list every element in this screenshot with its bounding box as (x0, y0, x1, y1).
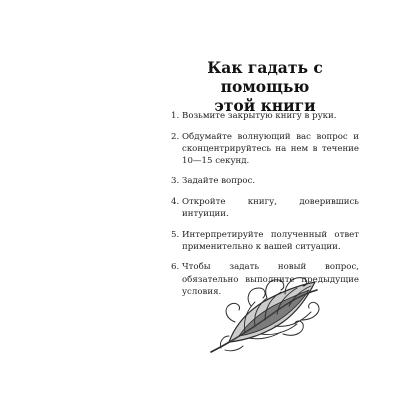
page-title (165, 58, 365, 115)
instruction-step-3 (171, 175, 359, 187)
instruction-step-4 (171, 196, 359, 220)
instruction-step-1 (171, 110, 359, 122)
step-number: 3. (171, 176, 180, 187)
step-number: 5. (171, 229, 180, 240)
step-text: Чтобы задать новый вопрос, обязательно выполните предыдущие условия. (182, 262, 359, 297)
step-text: Обдумайте волнующий вас вопрос и сконцентрируйтесь на нем в течение 10—15 секунд. (182, 131, 359, 166)
step-number: 4. (171, 196, 180, 207)
title-line-1: Как гадать с помощью (207, 58, 323, 96)
instruction-step-5 (171, 229, 359, 253)
instruction-step-2 (171, 131, 359, 168)
step-text: Возьмите закрытую книгу в руки. (182, 111, 337, 121)
step-number: 1. (171, 111, 180, 121)
step-text: Откройте книгу, доверившись интуиции. (182, 196, 359, 220)
feather-icon (205, 272, 327, 356)
step-text: Интерпретируйте полученный ответ применительно к вашей ситуации. (182, 229, 359, 252)
title-line-2: этой книги (214, 96, 316, 115)
step-text: Задайте вопрос. (182, 176, 256, 187)
step-number: 2. (171, 131, 180, 142)
step-number: 6. (171, 262, 180, 273)
